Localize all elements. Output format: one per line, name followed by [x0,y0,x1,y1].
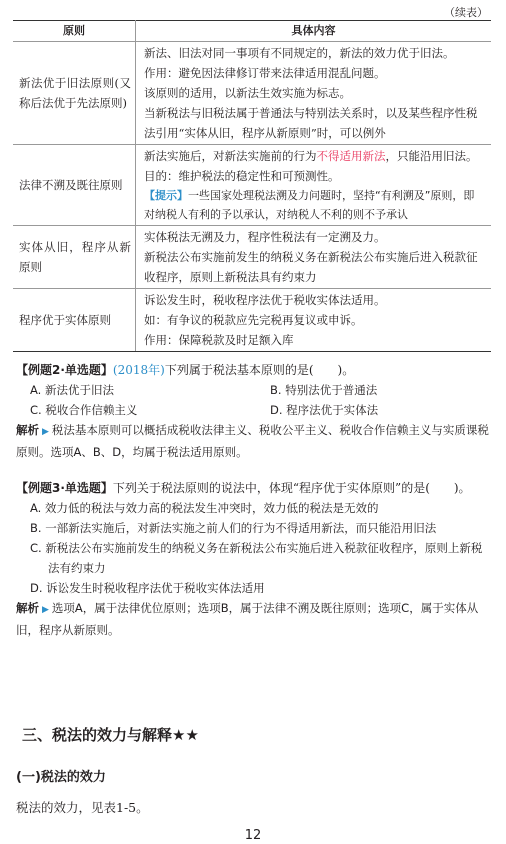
content-line [144,146,485,166]
answer-text: 税法基本原则可以概括成税收法律主义、税收公平主义、税收合作信赖主义与实质课税原则。选项A、B、D，均属于税法适用原则。 [16,423,489,459]
question-text: 下列属于税法基本原则的是( )。 [164,363,355,377]
option-a: A. 效力低的税法与效力高的税法发生冲突时，效力低的税法是无效的 [30,501,379,515]
content-line: 作用：避免因法律修订带来法律适用混乱问题。 [144,66,386,80]
principle-name: 程序优于实体原则 [13,289,136,352]
principle-name: 新法优于旧法原则(又称后法优于先法原则) [13,42,136,145]
example-2 [16,360,492,462]
content-line: 当新税法与旧税法属于普通法与特别法关系时，以及某些程序性税 [144,106,478,120]
content-line: 如：有争议的税款应先完税再复议或申诉。 [144,313,363,327]
answer-explanation [16,598,492,640]
principles-table [13,20,491,352]
table-header: 具体内容 [136,21,492,42]
example-3 [16,478,492,640]
play-arrow-icon: ▶ [42,427,49,437]
table-row [13,145,491,226]
option-c: C. 税收合作信赖主义 [30,403,138,417]
content-line: 收程序，原则上新税法具有约束力 [144,270,317,284]
question-stem [16,478,492,498]
answer-label: 解析 [16,601,39,615]
question-year: (2018年) [112,363,165,377]
page-number: 12 [244,828,262,843]
content-line: 新税法公布实施前发生的纳税义务在新税法公布实施后进入税款征 [144,250,478,264]
table-row [13,42,491,145]
principle-content [136,145,492,226]
content-line: 作用：保障税款及时足额入库 [144,333,294,347]
principle-content [136,289,492,352]
option-list [16,380,492,420]
option-b: B. 一部新法实施后，对新法实施之前人们的行为不得适用新法，而只能沿用旧法 [30,521,437,535]
tip-note [144,186,485,224]
option-a: A. 新法优于旧法 [30,383,114,397]
section-heading: 三、税法的效力与解释★★ [22,726,199,744]
content-line: 目的：维护税法的稳定性和可预测性。 [144,169,340,183]
option-list [16,498,492,598]
question-title: 【例题2·单选题】 [16,363,113,377]
principle-name: 法律不溯及既往原则 [13,145,136,226]
table-row [13,289,491,352]
question-title: 【例题3·单选题】 [16,481,113,495]
principle-name: 实体从旧，程序从新原则 [13,226,136,289]
question-stem [16,360,492,380]
answer-explanation [16,420,492,462]
table-header-row [13,21,491,42]
play-arrow-icon: ▶ [42,605,49,615]
tip-label: 【提示】 [144,189,188,202]
body-paragraph: 税法的效力，见表1-5。 [16,800,149,815]
content-line: 实体税法无溯及力，程序性税法有一定溯及力。 [144,230,386,244]
highlight-text: 不得适用新法 [316,149,386,163]
subsection-heading: (一)税法的效力 [16,770,106,785]
content-line: 该原则的适用，以新法生效实施为标志。 [144,86,351,100]
table-header: 原则 [13,21,136,42]
option-b: B. 特别法优于普通法 [270,383,378,397]
option-c: C. 新税法公布实施前发生的纳税义务在新税法公布实施后进入税款征收程序，原则上新税法有约束力 [30,541,483,575]
content-text: 新法实施后，对新法实施前的行为 [144,149,317,163]
question-text: 下列关于税法原则的说法中，体现“程序优于实体原则”的是( )。 [112,481,471,495]
content-text: ，只能沿用旧法。 [385,149,478,163]
content-line: 法引用“实体从旧，程序从新原则”时，可以例外 [144,126,386,140]
content-line: 诉讼发生时，税收程序法优于税收实体法适用。 [144,293,386,307]
continued-label: （续表） [444,6,488,19]
answer-label: 解析 [16,423,39,437]
content-line: 新法、旧法对同一事项有不同规定的，新法的效力优于旧法。 [144,46,455,60]
principle-content [136,42,492,145]
tip-text: 一些国家处理税法溯及力问题时，坚持“有利溯及”原则，即对纳税人有利的予以承认，对纳税人不利的则不予承认 [144,189,475,221]
table-row [13,226,491,289]
option-d: D. 诉讼发生时税收程序法优于税收实体法适用 [30,581,265,595]
answer-text: 选项A，属于法律优位原则；选项B，属于法律不溯及既往原则；选项C，属于实体从旧，程序从新原则。 [16,601,479,637]
principle-content [136,226,492,289]
option-d: D. 程序法优于实体法 [270,403,379,417]
